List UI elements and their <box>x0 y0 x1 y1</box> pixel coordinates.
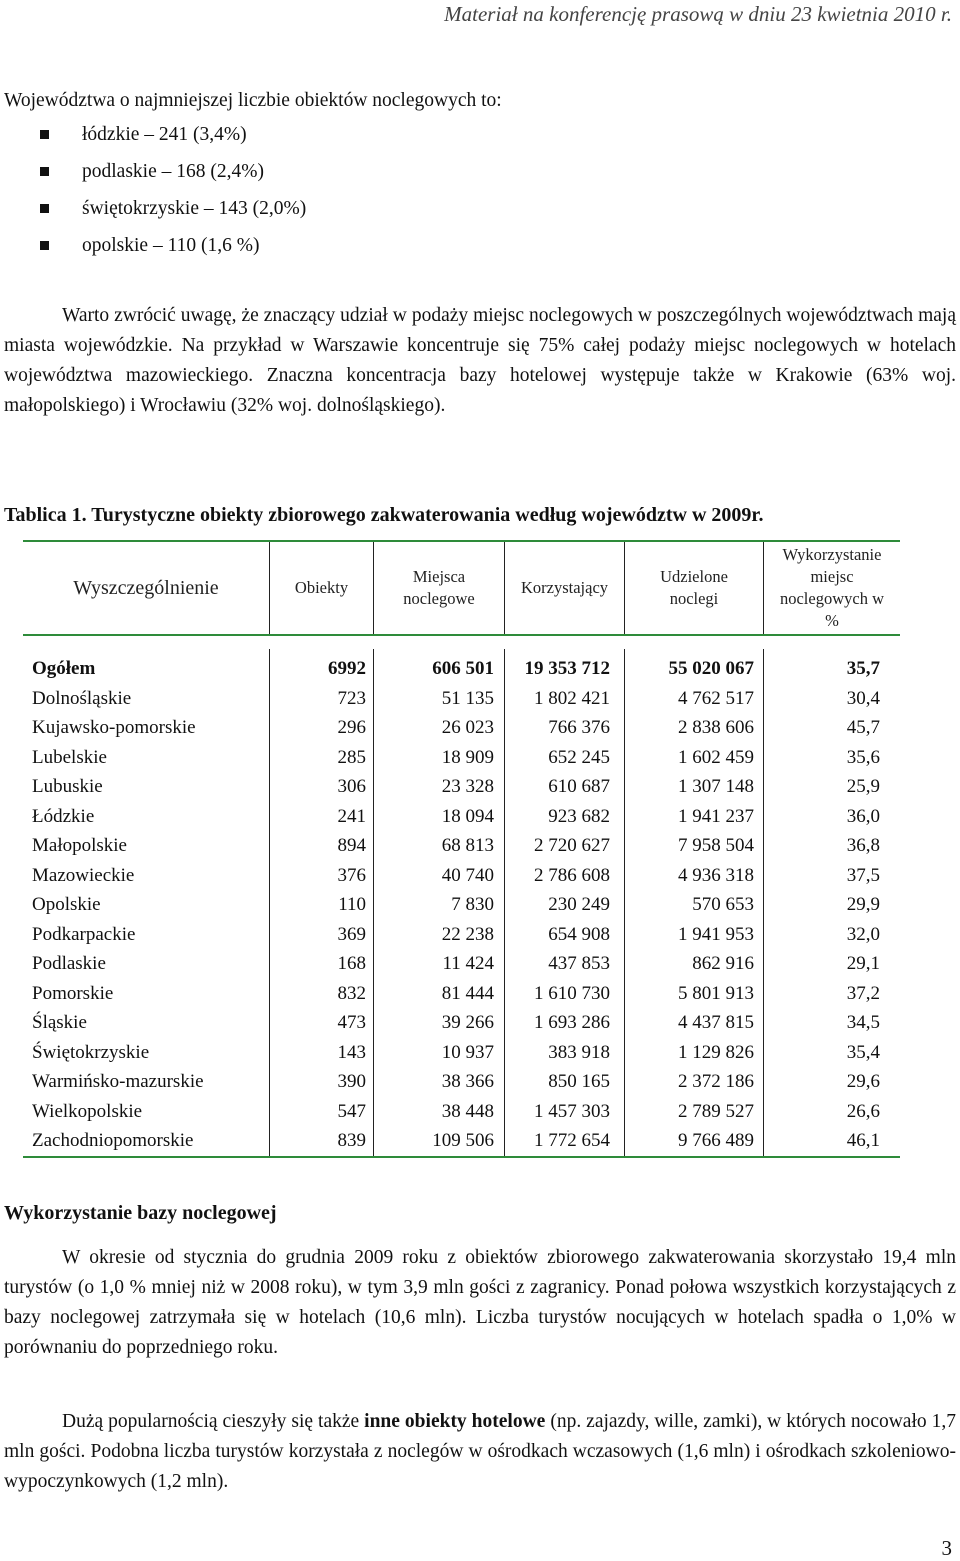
table-cell: 610 687 <box>548 776 610 797</box>
table-cell: 390 <box>337 1071 366 1092</box>
row-label: Zachodniopomorskie <box>32 1130 194 1151</box>
table-cell: 29,1 <box>846 953 880 974</box>
table-cell: 6992 <box>328 658 366 679</box>
table-cell: 29,6 <box>846 1071 880 1092</box>
table-cell: 23 328 <box>441 776 494 797</box>
table-cell: 7 830 <box>451 894 494 915</box>
row-label: Ogółem <box>32 658 96 679</box>
table-cell: 39 266 <box>441 1012 494 1033</box>
table-cell: 18 909 <box>441 746 494 768</box>
table-cell: 35,7 <box>846 658 880 679</box>
table-row <box>23 772 900 802</box>
row-label: Pomorskie <box>32 982 114 1004</box>
table-cell: 51 135 <box>441 687 494 709</box>
row-label: Kujawsko-pomorskie <box>32 717 196 738</box>
table-cell: 110 <box>338 894 366 915</box>
table-cell: 81 444 <box>441 982 494 1004</box>
table-cell: 296 <box>337 717 366 738</box>
table-cell: 285 <box>337 746 366 768</box>
table-cell: 376 <box>337 864 366 886</box>
table-cell: 10 937 <box>441 1041 494 1063</box>
table-cell: 766 376 <box>548 717 610 738</box>
table-cell: 1 307 148 <box>678 776 754 797</box>
table-cell: 26,6 <box>846 1100 880 1122</box>
table-bottom-rule <box>23 1156 900 1158</box>
table-cell: 1 693 286 <box>534 1012 610 1033</box>
table-cell: 1 129 826 <box>678 1041 754 1063</box>
table-cell: 4 762 517 <box>678 687 754 709</box>
table-cell: 38 366 <box>441 1071 494 1092</box>
row-label: Śląskie <box>32 1012 87 1033</box>
row-label: Mazowieckie <box>32 864 135 886</box>
column-header: Obiekty <box>294 578 349 597</box>
row-label: Łódzkie <box>32 805 95 827</box>
list-item: łódzkie – 241 (3,4%) <box>40 120 306 157</box>
row-label: Wielkopolskie <box>32 1100 143 1122</box>
row-label: Lubuskie <box>32 776 103 797</box>
table-row <box>23 802 900 832</box>
table-cell: 29,9 <box>846 894 880 915</box>
paragraph-other-hotels: Dużą popularnością cieszyły się także inne obiekty hotelowe (np. zajazdy, wille, zamki), w których nocowało 1,7 mln gości. Podobna liczba turystów korzystała z noclegów w ośrodkach wczasowych (1,6 mln) i ośrodkach szkoleniowo-wypoczynkowych (1,2 mln). <box>4 1411 956 1492</box>
row-label: Dolnośląskie <box>32 687 132 709</box>
table-cell: 1 772 654 <box>534 1130 610 1151</box>
table-row <box>23 920 900 950</box>
table-cell: 306 <box>337 776 366 797</box>
square-bullet-icon <box>40 241 49 250</box>
table-row <box>23 1038 900 1068</box>
row-label: Małopolskie <box>32 835 127 856</box>
table-cell: 473 <box>337 1012 366 1033</box>
bold-phrase: inne obiekty hotelowe <box>364 1411 546 1432</box>
table-cell: 437 853 <box>548 953 610 974</box>
table-cell: 34,5 <box>846 1012 880 1033</box>
table-cell: 1 602 459 <box>678 746 754 768</box>
table-cell: 11 424 <box>442 953 494 974</box>
square-bullet-icon <box>40 130 49 139</box>
table-row <box>23 861 900 891</box>
table-row <box>23 684 900 714</box>
table-cell: 1 610 730 <box>534 982 610 1004</box>
table-cell: 839 <box>337 1130 366 1151</box>
table-cell: 652 245 <box>548 746 610 768</box>
table-cell: 36,0 <box>846 805 880 827</box>
table-cell: 1 941 237 <box>678 805 754 827</box>
table-row <box>23 1097 900 1127</box>
table-cell: 2 372 186 <box>678 1071 754 1092</box>
table-cell: 40 740 <box>441 864 494 886</box>
table-row <box>23 1067 900 1097</box>
table-row <box>23 654 900 684</box>
table-row <box>23 949 900 979</box>
table-cell: 570 653 <box>692 894 754 915</box>
table-cell: 5 801 913 <box>678 982 754 1004</box>
table-cell: 2 720 627 <box>534 835 610 856</box>
table-cell: 109 506 <box>432 1130 494 1151</box>
table-cell: 68 813 <box>441 835 494 856</box>
row-label: Świętokrzyskie <box>32 1041 150 1063</box>
table-cell: 383 918 <box>548 1041 610 1063</box>
table-cell: 45,7 <box>846 717 880 738</box>
table-cell: 35,6 <box>846 746 880 768</box>
table-cell: 36,8 <box>846 835 880 856</box>
table-cell: 1 941 953 <box>678 923 754 945</box>
column-header: Wyszczególnienie <box>73 577 219 599</box>
intro-text: Województwa o najmniejszej liczbie obiektów noclegowych to: <box>4 90 502 111</box>
table-cell: 2 838 606 <box>678 717 754 738</box>
table-cell: 230 249 <box>548 894 610 915</box>
table-cell: 37,2 <box>846 982 880 1004</box>
table-row <box>23 831 900 861</box>
column-header: Udzielone noclegi <box>660 567 728 608</box>
table-cell: 9 766 489 <box>678 1130 754 1151</box>
row-label: Opolskie <box>32 894 101 915</box>
column-header: Miejsca noclegowe <box>403 567 475 608</box>
table-title: Tablica 1. Turystyczne obiekty zbiorowego zakwaterowania według województw w 2009r. <box>4 504 764 526</box>
table-row <box>23 979 900 1009</box>
table-cell: 4 936 318 <box>678 864 754 886</box>
table-cell: 7 958 504 <box>678 835 754 856</box>
table-cell: 143 <box>337 1041 366 1063</box>
row-label: Warmińsko-mazurskie <box>32 1071 204 1092</box>
table-row <box>23 743 900 773</box>
table-cell: 1 802 421 <box>534 687 610 709</box>
square-bullet-icon <box>40 204 49 213</box>
table-cell: 30,4 <box>846 687 880 709</box>
table-cell: 923 682 <box>548 805 610 827</box>
table-cell: 32,0 <box>846 923 880 945</box>
table-header-rule <box>23 634 900 636</box>
page-number: 3 <box>941 1536 952 1560</box>
table-cell: 850 165 <box>548 1071 610 1092</box>
table-cell: 38 448 <box>441 1100 494 1122</box>
table-cell: 37,5 <box>846 864 880 886</box>
table-cell: 26 023 <box>441 717 494 738</box>
table-cell: 19 353 712 <box>524 658 610 679</box>
table-cell: 46,1 <box>846 1130 880 1151</box>
paragraph-cities: Warto zwrócić uwagę, że znaczący udział w podaży miejsc noclegowych w poszczególnych województwach mają miasta wojewódzkie. Na przykład w Warszawie koncentruje się 75% całej podaży miejsc noclegowych w hotelach województwa mazowieckiego. Znaczna koncentracja bazy hotelowej występuje także w Krakowie (63% woj. małopolskiego) i Wrocławiu (32% woj. dolnośląskiego). <box>4 305 956 416</box>
table-cell: 2 786 608 <box>534 864 610 886</box>
row-label: Lubelskie <box>32 746 107 768</box>
table-cell: 18 094 <box>441 805 494 827</box>
table-cell: 2 789 527 <box>678 1100 754 1122</box>
table-cell: 606 501 <box>432 658 494 679</box>
table-row <box>23 1126 900 1156</box>
table-cell: 862 916 <box>692 953 754 974</box>
row-label: Podkarpackie <box>32 923 136 945</box>
table-cell: 369 <box>337 923 366 945</box>
table-cell: 894 <box>337 835 366 856</box>
table-cell: 55 020 067 <box>668 658 754 679</box>
table-cell: 35,4 <box>846 1041 880 1063</box>
square-bullet-icon <box>40 167 49 176</box>
table-cell: 1 457 303 <box>534 1100 610 1122</box>
section-title: Wykorzystanie bazy noclegowej <box>4 1202 277 1224</box>
list-item: opolskie – 110 (1,6 %) <box>40 231 306 268</box>
table-cell: 547 <box>337 1100 366 1122</box>
table-cell: 654 908 <box>548 923 610 945</box>
table-cell: 4 437 815 <box>678 1012 754 1033</box>
table-row <box>23 713 900 743</box>
table-row <box>23 1008 900 1038</box>
press-note-header: Materiał na konferencję prasową w dniu 23 kwietnia 2010 r. <box>444 2 952 26</box>
table-cell: 25,9 <box>846 776 880 797</box>
table-row <box>23 890 900 920</box>
table-cell: 832 <box>337 982 366 1004</box>
column-header: Wykorzystanie miejsc noclegowych w % <box>779 545 884 630</box>
paragraph-usage: W okresie od stycznia do grudnia 2009 roku z obiektów zbiorowego zakwaterowania skorzystało 19,4 mln turystów (o 1,0 % mniej niż w 2008 roku), w tym 3,9 mln gości z zagranicy. Ponad połowa wszystkich korzystających z bazy noclegowej zatrzymała się w hotelach (10,6 mln). Liczba turystów nocujących w hotelach spadła o 1,0% w porównaniu do poprzedniego roku. <box>4 1247 956 1358</box>
list-item: podlaskie – 168 (2,4%) <box>40 157 306 194</box>
list-item: świętokrzyskie – 143 (2,0%) <box>40 194 306 231</box>
column-header: Korzystający <box>520 578 609 597</box>
table-cell: 241 <box>337 805 366 827</box>
bullet-list <box>40 120 306 268</box>
table-cell: 168 <box>337 953 366 974</box>
table-cell: 22 238 <box>441 923 494 945</box>
table-cell: 723 <box>337 687 366 709</box>
row-label: Podlaskie <box>32 953 106 974</box>
